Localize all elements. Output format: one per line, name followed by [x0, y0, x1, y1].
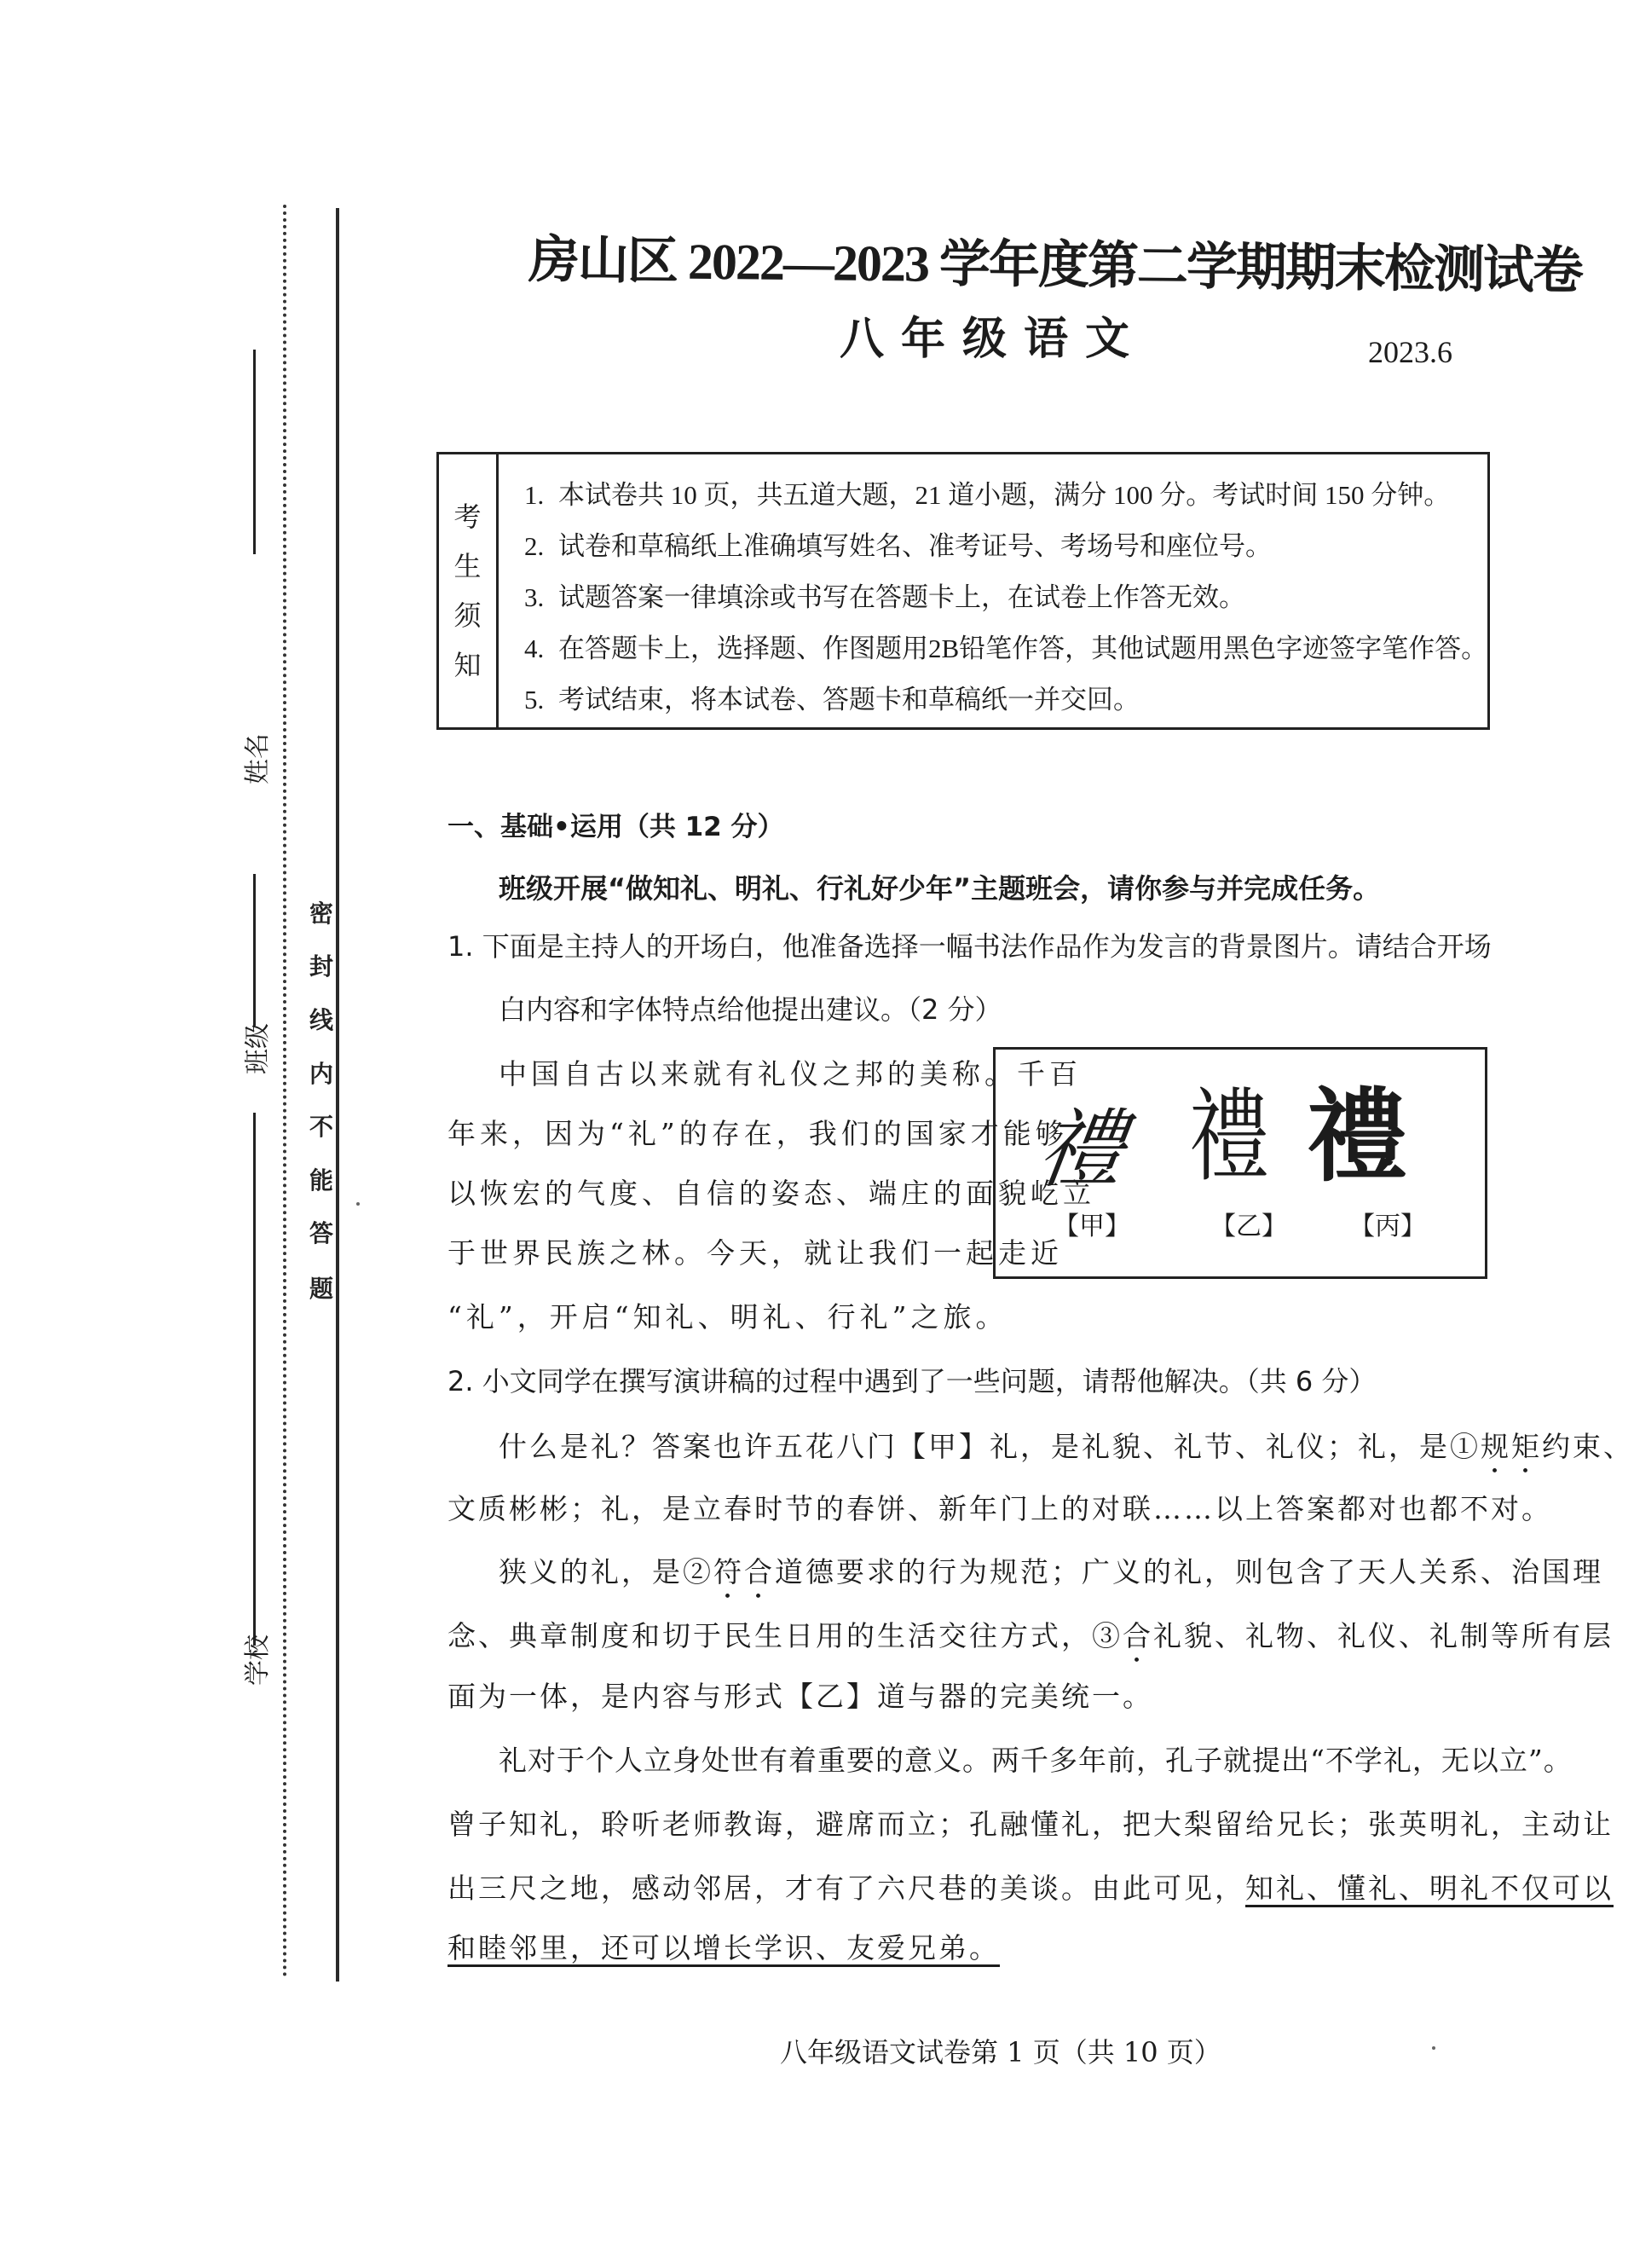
calligraphy-glyph-bing: 禮 — [1307, 1077, 1408, 1195]
exam-title: 房山区 2022—2023 学年度第二学期期末检测试卷 — [528, 231, 1583, 299]
speech-paragraph — [499, 1428, 1634, 1480]
seal-char: 能 — [309, 1166, 333, 1195]
notice-item-number: 4. — [524, 634, 545, 663]
speech-line: 礼对于个人立身处世有着重要的意义。两千多年前，孔子就提出“不学礼，无以立”。 — [499, 1744, 1573, 1777]
question-1-prompt-cont: 白内容和字体特点给他提出建议。（2 分） — [499, 993, 1002, 1026]
seal-char: 题 — [309, 1275, 333, 1303]
speech-line — [447, 1930, 1000, 1967]
speech-text: 礼貌、礼物、礼仪、礼制等所有层 — [1153, 1619, 1614, 1652]
notice-item — [524, 572, 1479, 623]
calligraphy-glyph-jia: 禮 — [1031, 1100, 1131, 1200]
emphasized-word: 合 — [1123, 1619, 1153, 1652]
section-heading: 一、基础•运用（共 12 分） — [447, 812, 784, 842]
speech-text: 道德要求的行为规范；广义的礼，则包含了天人关系、治国理 — [775, 1555, 1603, 1588]
notice-item — [524, 674, 1479, 726]
seal-char: 不 — [309, 1113, 333, 1141]
notice-label-char: 考 — [453, 500, 482, 533]
question-1-prompt: 1. 下面是主持人的开场白，他准备选择一幅书法作品作为发言的背景图片。请结合开场 — [447, 930, 1492, 963]
class-field-line[interactable] — [253, 874, 256, 1026]
speech-text: 狭义的礼，是② — [499, 1555, 713, 1588]
passage-line: 年来，因为“礼”的存在，我们的国家才能够 — [447, 1117, 1068, 1150]
emphasized-word: 符合 — [713, 1555, 775, 1588]
speech-text: 出三尺之地，感动邻居，才有了六尺巷的美谈。由此可见， — [447, 1872, 1245, 1905]
school-field-label: 学校 — [243, 1634, 273, 1686]
notice-label — [439, 454, 499, 727]
notice-item-text: 考试结束，将本试卷、答题卡和草稿纸一并交回。 — [558, 685, 1140, 715]
notice-item-number: 3. — [524, 582, 545, 612]
notice-label-char: 生 — [453, 550, 482, 582]
scan-speck — [356, 1202, 360, 1206]
notice-list — [524, 470, 1488, 726]
calligraphy-label: 【甲】 — [1054, 1212, 1130, 1241]
section-intro: 班级开展“做知礼、明礼、行礼好少年”主题班会，请你参与并完成任务。 — [499, 872, 1381, 905]
emphasized-word: 规矩 — [1481, 1430, 1542, 1463]
exam-date: 2023.6 — [1368, 335, 1452, 369]
seal-char: 封 — [309, 952, 333, 981]
speech-line — [447, 1870, 1614, 1907]
underlined-sentence: 知礼、懂礼、明礼不仅可以 — [1245, 1872, 1614, 1905]
notice-item-text: 试题答案一律填涂或书写在答题卡上，在试卷上作答无效。 — [558, 582, 1245, 612]
binding-solid-line — [336, 208, 339, 1982]
notice-item-text: 本试卷共 10 页，共五道大题，21 道小题，满分 100 分。考试时间 150 分钟。 — [558, 480, 1451, 510]
underlined-sentence: 和睦邻里，还可以增长学识、友爱兄弟。 — [447, 1931, 1000, 1964]
calligraphy-figure — [993, 1047, 1487, 1279]
name-field-label: 姓名 — [243, 733, 273, 784]
speech-line — [447, 1617, 1614, 1669]
question-2-prompt: 2. 小文同学在撰写演讲稿的过程中遇到了一些问题，请帮他解决。（共 6 分） — [447, 1365, 1377, 1397]
passage-line: 以恢宏的气度、自信的姿态、端庄的面貌屹立 — [447, 1177, 1095, 1210]
calligraphy-label: 【乙】 — [1210, 1212, 1287, 1241]
notice-label-char: 须 — [453, 599, 482, 632]
notice-box — [436, 452, 1490, 730]
notice-item — [524, 470, 1479, 521]
notice-label-char: 知 — [453, 649, 482, 681]
notice-item-number: 5. — [524, 685, 545, 715]
notice-item-number: 1. — [524, 480, 545, 510]
speech-line: 曾子知礼，聆听老师教诲，避席而立；孔融懂礼，把大梨留给兄长；张英明礼，主动让 — [447, 1808, 1614, 1841]
notice-item-number: 2. — [524, 531, 545, 561]
seal-char: 线 — [309, 1006, 333, 1034]
school-field-line[interactable] — [253, 1113, 256, 1646]
speech-text: 什么是礼？答案也许五花八门【甲】礼，是礼貌、礼节、礼仪；礼，是① — [499, 1430, 1481, 1463]
speech-text: 约束、 — [1542, 1430, 1634, 1463]
speech-text: 念、典章制度和切于民生日用的生活交往方式，③ — [447, 1619, 1123, 1652]
seal-char: 答 — [309, 1219, 333, 1247]
class-field-label: 班级 — [243, 1023, 273, 1074]
seal-char: 密 — [309, 900, 333, 928]
passage-line: 于世界民族之林。今天，就让我们一起走近 — [447, 1236, 1063, 1270]
passage-line: “礼”，开启“知礼、明礼、行礼”之旅。 — [447, 1300, 1008, 1334]
notice-item — [524, 521, 1479, 572]
notice-item-text: 试卷和草稿纸上准确填写姓名、准考证号、考场号和座位号。 — [558, 531, 1272, 561]
notice-item-text: 在答题卡上，选择题、作图题用2B铅笔作答，其他试题用黑色字迹签字笔作答。 — [558, 634, 1488, 663]
notice-item — [524, 623, 1488, 674]
page-footer: 八年级语文试卷第 1 页（共 10 页） — [780, 2036, 1221, 2068]
name-field-line[interactable] — [253, 350, 256, 554]
speech-line: 文质彬彬；礼，是立春时节的春饼、新年门上的对联……以上答案都对也都不对。 — [447, 1492, 1552, 1525]
speech-line: 面为一体，是内容与形式【乙】道与器的完美统一。 — [447, 1680, 1153, 1713]
speech-paragraph — [499, 1553, 1603, 1606]
binding-dotted-line — [283, 205, 286, 1978]
passage-line: 中国自古以来就有礼仪之邦的美称。千百 — [499, 1057, 1082, 1091]
scan-speck — [1432, 2046, 1435, 2050]
seal-char: 内 — [309, 1060, 333, 1088]
calligraphy-glyph-yi: 禮 — [1188, 1078, 1270, 1195]
exam-subject: 八年级语文 — [840, 313, 1147, 365]
calligraphy-label: 【丙】 — [1349, 1212, 1426, 1241]
